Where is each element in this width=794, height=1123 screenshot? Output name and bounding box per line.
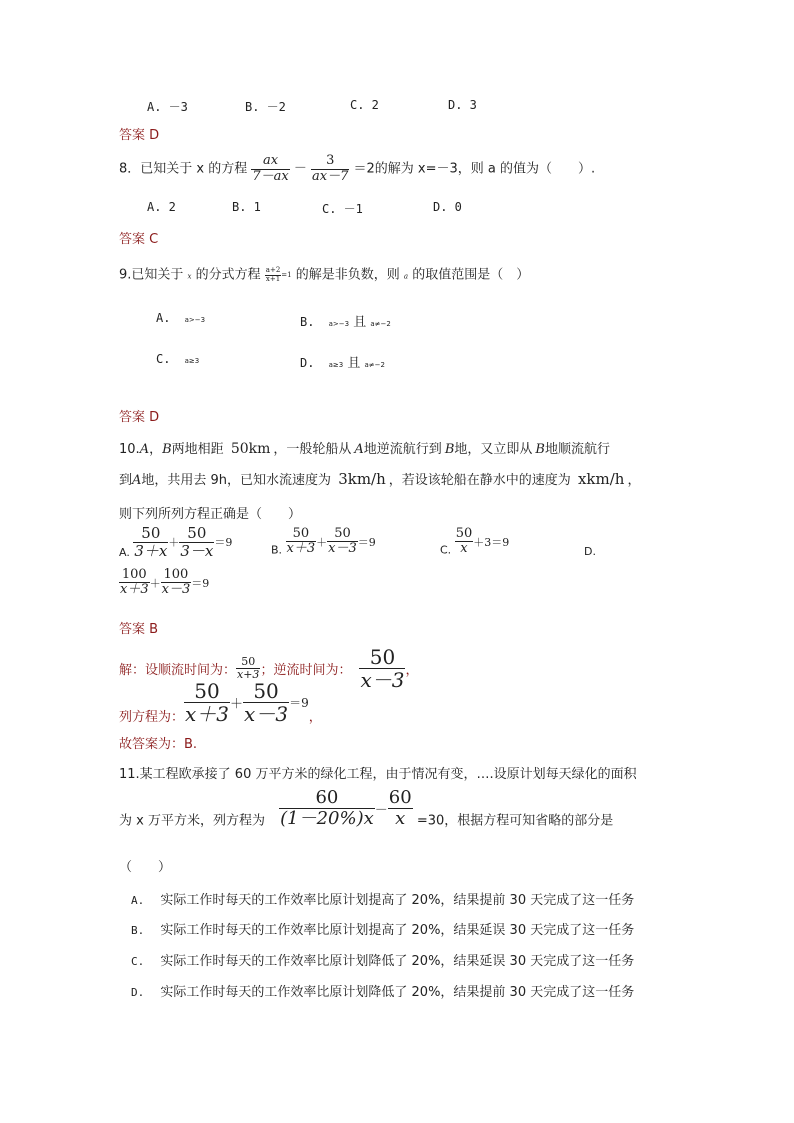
q11-frac-2 xyxy=(388,788,413,829)
q8-fraction-1 xyxy=(251,154,289,184)
q10-optD-plus: ＋ xyxy=(149,576,161,590)
q10-optC-rhs: ＋3＝9 xyxy=(473,535,510,549)
q11-optC-text: 实际工作时每天的工作效率比原计划降低了 20%，结果延误 30 天完成了这一任务 xyxy=(160,954,635,969)
q10-optB-frac-1 xyxy=(286,527,317,557)
q10-optA-frac-1 xyxy=(133,525,168,559)
q8-minus: － xyxy=(293,161,307,176)
q9-mid2: 的解是非负数，则 xyxy=(295,267,400,283)
q10-sol2-frac-2 xyxy=(243,680,289,725)
q10-answer: 答案 B xyxy=(119,622,159,637)
q7-option-c: C. 2 xyxy=(350,98,379,112)
q11-d1: (1－20%)x xyxy=(280,807,374,829)
q11-line-2 xyxy=(119,788,613,829)
q10-sol2-a: 列方程为： xyxy=(119,710,185,725)
q10-current-speed: 3km/h xyxy=(338,470,386,488)
q10-optB-n1: 50 xyxy=(286,527,317,542)
q10-num: 10. xyxy=(119,442,140,457)
q9-option-c-label: C. xyxy=(156,352,171,366)
q10-optD-d1: x＋3 xyxy=(120,582,149,598)
q10-sol1-frac-1 xyxy=(236,656,260,681)
q8-option-a: A. 2 xyxy=(147,200,176,214)
q10-var-a: A xyxy=(139,442,150,457)
q10-sol1-d2: x－3 xyxy=(360,668,405,692)
q11-optD-label: D. xyxy=(131,986,145,999)
q8-f1-num: ax xyxy=(251,154,289,169)
q10-optA-d2: 3－x xyxy=(180,541,214,560)
q9-option-c-expr: a≥3 xyxy=(184,357,200,365)
q10-text-2: ，一般轮船从 xyxy=(273,442,352,457)
q11-line2-a: 为 x 万平方米，列方程为 xyxy=(119,813,265,829)
q10-optD-d2: x－3 xyxy=(161,582,191,598)
q10-line-2 xyxy=(119,469,640,488)
q10-comma: ， xyxy=(149,442,163,457)
q8-f2-den: ax－7 xyxy=(312,168,349,184)
q9-option-b-and: 且 xyxy=(353,315,367,330)
q10-optB-d1: x＋3 xyxy=(286,541,316,557)
q10-text-5: 地顺流航行 xyxy=(544,442,610,457)
q10-option-d xyxy=(119,568,209,598)
q10-optB-d2: x－3 xyxy=(328,541,357,557)
q9-option-b-expr2: a≠−2 xyxy=(370,320,391,328)
q11-line-1: 11.某工程欧承接了 60 万平方米的绿化工程，由于情况有变，….设原计划每天绿化的面积 xyxy=(119,767,637,782)
q9-option-b xyxy=(300,311,391,330)
q10-line-3: 则下列所列方程正确是（ ） xyxy=(119,507,302,522)
q10-text-1: 两地相距 xyxy=(171,442,224,457)
q9-eq-rhs: =1 xyxy=(281,271,292,279)
q9-option-d-label: D. xyxy=(300,356,315,370)
q11-optB-text: 实际工作时每天的工作效率比原计划提高了 20%，结果延误 30 天完成了这一任务 xyxy=(160,923,635,938)
q11-optA-label: A. xyxy=(131,894,145,907)
q7-answer: 答案 D xyxy=(119,128,160,143)
q10-option-c xyxy=(440,527,509,557)
q10-distance: 50km xyxy=(230,441,271,457)
q9-option-a xyxy=(156,311,205,326)
q10-var-b2: B xyxy=(444,442,455,457)
q8-prefix: 8．已知关于 x 的方程 xyxy=(119,161,248,177)
q9-option-a-expr: a>−3 xyxy=(184,316,206,324)
q11-optC-label: C. xyxy=(131,955,145,968)
q9-option-d xyxy=(300,352,385,371)
q9-equation-fraction xyxy=(265,267,282,283)
q10-var-b: B xyxy=(162,442,172,457)
q11-optB-label: B. xyxy=(131,924,145,937)
q9-eq-num: a+2 xyxy=(265,265,281,274)
q11-option-c xyxy=(131,950,634,969)
q10-l2-text-2: ，若设该轮船在静水中的速度为 xyxy=(388,473,571,488)
q9-option-d-and: 且 xyxy=(347,356,361,371)
q9-answer: 答案 D xyxy=(119,410,160,425)
q10-var-b3: B xyxy=(535,442,545,457)
q11-optA-text: 实际工作时每天的工作效率比原计划提高了 20%，结果提前 30 天完成了这一任务 xyxy=(160,893,635,908)
q9-option-d-expr: a≥3 xyxy=(328,361,344,369)
q11-n1: 60 xyxy=(279,788,375,809)
q10-sol2-d1: x＋3 xyxy=(185,702,230,726)
q9-option-a-label: A. xyxy=(156,311,171,325)
q10-optD-frac-1 xyxy=(119,568,150,598)
q11-frac-1 xyxy=(279,788,375,829)
q10-optA-n2: 50 xyxy=(179,525,214,543)
q10-optB-rhs: ＝9 xyxy=(357,535,376,549)
q8-f2-num: 3 xyxy=(311,154,349,169)
q9-question xyxy=(119,262,529,290)
q10-optC-d1: x xyxy=(460,541,468,557)
q10-sol1-c: ， xyxy=(405,663,419,678)
q10-optA-n1: 50 xyxy=(133,525,168,543)
q10-option-b xyxy=(271,527,376,557)
q8-question xyxy=(119,150,595,189)
q7-option-b: B. －2 xyxy=(245,100,286,114)
q11-minus: － xyxy=(374,802,388,818)
q10-l2-var-a: A xyxy=(132,473,142,488)
q9-option-b-expr: a>−3 xyxy=(328,320,350,328)
q10-boat-speed: xkm/h xyxy=(577,470,625,488)
q10-optB-label: B. xyxy=(271,543,283,557)
q8-suffix: ＝2的解为 x=－3，则 a 的值为（ ）. xyxy=(353,161,596,177)
q9-option-b-label: B. xyxy=(300,315,315,329)
q9-option-d-expr2: a≠−2 xyxy=(364,361,385,369)
q10-optB-frac-2 xyxy=(327,527,358,557)
q10-optC-label: C. xyxy=(440,543,452,557)
q10-optB-n2: 50 xyxy=(327,527,358,542)
q11-line-3: （ ） xyxy=(119,860,172,875)
q10-optA-d1: 3＋x xyxy=(134,541,168,560)
q9-option-c xyxy=(156,352,199,367)
q10-sol2-n2: 50 xyxy=(243,680,289,703)
q10-sol2-frac-1 xyxy=(184,680,230,725)
q9-var2: a xyxy=(403,272,409,281)
q11-option-a xyxy=(131,889,634,908)
q10-optA-rhs: ＝9 xyxy=(214,536,233,549)
q10-sol1-n2: 50 xyxy=(359,646,405,669)
q8-option-d: D. 0 xyxy=(433,200,462,214)
q9-prefix: 9.已知关于 xyxy=(119,267,184,283)
q10-option-d-label: D. xyxy=(584,545,596,558)
q10-sol1-a: 解：设顺流时间为： xyxy=(119,663,237,678)
q10-text-4: 地，又立即从 xyxy=(454,442,533,457)
q10-sol2-plus: ＋ xyxy=(230,697,244,712)
q9-var: x xyxy=(187,272,192,281)
q10-optC-frac xyxy=(455,527,474,557)
q11-option-b xyxy=(131,919,634,938)
q9-eq-den: x+1 xyxy=(265,274,281,283)
q10-l2-a: 到 xyxy=(119,473,133,488)
q10-optD-n1: 100 xyxy=(119,568,150,583)
q10-solution-2 xyxy=(119,680,322,725)
q9-mid: 的分式方程 xyxy=(195,267,261,283)
q7-option-d: D. 3 xyxy=(448,98,477,112)
q10-l2-text: 地，共用去 9h，已知水流速度为 xyxy=(141,473,332,488)
q10-sol1-d1: x+3 xyxy=(237,668,260,681)
q11-line2-b: =30，根据方程可知省略的部分是 xyxy=(416,813,614,829)
q10-text-3: 地逆流航行到 xyxy=(363,442,442,457)
q8-f1-den: 7－ax xyxy=(252,168,289,184)
q10-optC-n1: 50 xyxy=(455,526,473,541)
q8-option-b: B. 1 xyxy=(232,200,261,214)
q11-option-d xyxy=(131,981,634,1000)
q10-sol1-n1: 50 xyxy=(236,656,260,669)
q10-optA-plus: ＋ xyxy=(168,536,180,549)
q11-n2: 60 xyxy=(388,787,412,808)
q9-suffix: 的取值范围是（ ） xyxy=(412,267,530,283)
q11-optD-text: 实际工作时每天的工作效率比原计划降低了 20%，结果提前 30 天完成了这一任务 xyxy=(160,985,635,1000)
q10-sol2-c: ， xyxy=(308,710,322,725)
q11-d2: x xyxy=(395,807,406,829)
q10-sol1-frac-2 xyxy=(359,646,405,691)
q10-sol1-b: ；逆流时间为： xyxy=(260,663,352,678)
q10-solution-3: 故答案为：B. xyxy=(119,737,198,752)
q8-answer: 答案 C xyxy=(119,232,159,247)
q7-option-a: A. －3 xyxy=(147,100,188,114)
q10-optD-rhs: ＝9 xyxy=(191,576,210,590)
q10-optD-n2: 100 xyxy=(161,568,192,583)
q10-var-a2: A xyxy=(354,442,364,457)
q8-option-c: C. －1 xyxy=(322,202,363,216)
q10-optA-frac-2 xyxy=(179,525,214,559)
q10-optA-label: A. xyxy=(119,546,130,559)
q10-optB-plus: ＋ xyxy=(316,535,328,549)
q10-sol2-rhs: ＝9 xyxy=(289,696,309,710)
q10-l2-comma: ， xyxy=(627,473,641,488)
q10-sol2-d2: x－3 xyxy=(244,702,289,726)
q10-option-a xyxy=(119,525,232,559)
q10-line-1 xyxy=(119,438,610,457)
q10-optD-frac-2 xyxy=(161,568,192,598)
q8-fraction-2 xyxy=(311,154,349,184)
q10-sol2-n1: 50 xyxy=(184,680,230,703)
